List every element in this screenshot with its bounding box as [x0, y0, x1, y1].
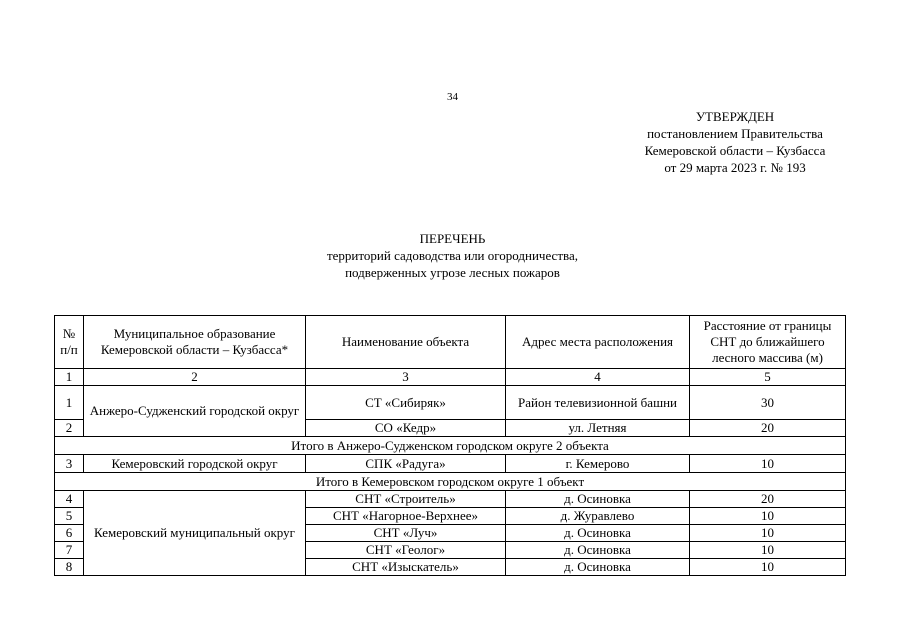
row-num: 4 [55, 491, 84, 508]
distance-cell: 10 [690, 542, 846, 559]
column-number: 3 [306, 369, 506, 386]
title-line: подверженных угрозе лесных пожаров [345, 265, 560, 280]
table-row [55, 491, 846, 508]
distance-cell: 20 [690, 420, 846, 437]
object-cell: СПК «Радуга» [306, 455, 506, 473]
municipality-cell: Кемеровский муниципальный округ [84, 491, 306, 576]
column-number: 4 [506, 369, 690, 386]
subtotal-row [55, 473, 846, 491]
row-num: 1 [55, 386, 84, 420]
distance-cell: 20 [690, 491, 846, 508]
approval-date: от 29 марта 2023 г. № 193 [664, 160, 806, 175]
object-cell: СТ «Сибиряк» [306, 386, 506, 420]
distance-cell: 10 [690, 559, 846, 576]
approval-line: постановлением Правительства [647, 126, 823, 141]
address-cell: г. Кемерово [506, 455, 690, 473]
row-num: 3 [55, 455, 84, 473]
object-cell: СНТ «Строитель» [306, 491, 506, 508]
municipality-cell: Анжеро-Судженский городской округ [84, 386, 306, 437]
table-header-row [55, 316, 846, 369]
row-num: 8 [55, 559, 84, 576]
subtotal-cell: Итого в Анжеро-Судженском городском округе 2 объекта [55, 437, 846, 455]
header-address: Адрес места расположения [506, 316, 690, 369]
row-num: 5 [55, 508, 84, 525]
page-number: 34 [447, 91, 458, 103]
approval-line: Кемеровской области – Кузбасса [644, 143, 826, 158]
address-cell: д. Осиновка [506, 525, 690, 542]
object-cell: СО «Кедр» [306, 420, 506, 437]
table-row [55, 455, 846, 473]
distance-cell: 10 [690, 525, 846, 542]
title-heading: ПЕРЕЧЕНЬ [419, 231, 486, 246]
distance-cell: 10 [690, 508, 846, 525]
header-distance: Расстояние от границы СНТ до ближайшего лесного массива (м) [690, 316, 846, 369]
address-cell: д. Осиновка [506, 559, 690, 576]
address-cell: д. Журавлево [506, 508, 690, 525]
title-line: территорий садоводства или огородничества, [326, 248, 578, 263]
address-cell: ул. Летняя [506, 420, 690, 437]
column-number: 5 [690, 369, 846, 386]
column-number: 1 [55, 369, 84, 386]
row-num: 2 [55, 420, 84, 437]
column-number-row [55, 369, 846, 386]
subtotal-cell: Итого в Кемеровском городском округе 1 объект [55, 473, 846, 491]
address-cell: Район телевизионной башни [506, 386, 690, 420]
approval-block [620, 108, 850, 176]
header-object: Наименование объекта [306, 316, 506, 369]
document-title [0, 230, 905, 281]
address-cell: д. Осиновка [506, 491, 690, 508]
object-cell: СНТ «Изыскатель» [306, 559, 506, 576]
distance-cell: 30 [690, 386, 846, 420]
territories-table [54, 315, 846, 576]
header-municipality: Муниципальное образование Кемеровской области – Кузбасса* [84, 316, 306, 369]
row-num: 6 [55, 525, 84, 542]
address-cell: д. Осиновка [506, 542, 690, 559]
table-row [55, 386, 846, 420]
object-cell: СНТ «Луч» [306, 525, 506, 542]
approval-heading: УТВЕРЖДЕН [695, 109, 775, 124]
municipality-cell: Кемеровский городской округ [84, 455, 306, 473]
header-num: № п/п [55, 316, 84, 369]
object-cell: СНТ «Нагорное-Верхнее» [306, 508, 506, 525]
column-number: 2 [84, 369, 306, 386]
distance-cell: 10 [690, 455, 846, 473]
subtotal-row [55, 437, 846, 455]
row-num: 7 [55, 542, 84, 559]
object-cell: СНТ «Геолог» [306, 542, 506, 559]
